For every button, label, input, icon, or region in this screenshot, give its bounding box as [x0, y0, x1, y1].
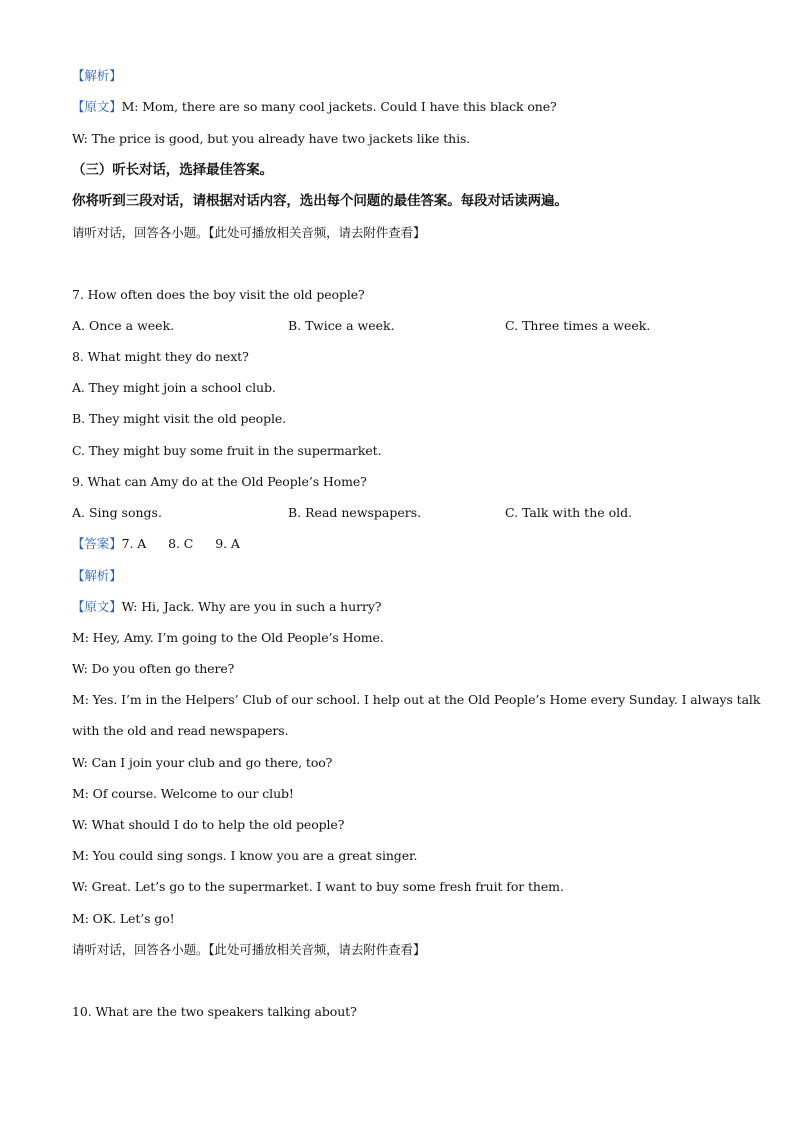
section-instruction: 你将听到三段对话，请根据对话内容，选出每个问题的最佳答案。每段对话读两遍。: [72, 193, 568, 209]
dialogue-line: W: Hi, Jack. Why are you in such a hurry?: [121, 599, 382, 614]
option-a: A. Once a week.: [72, 318, 175, 333]
option-c: C. Three times a week.: [505, 318, 651, 333]
transcript-line: [72, 98, 557, 116]
option-b: B. Read newspapers.: [288, 505, 422, 520]
dialogue-line: W: Great. Let’s go to the supermarket. I want to buy some fresh fruit for them.: [72, 879, 564, 894]
question-stem: 7. How often does the boy visit the old people?: [72, 287, 365, 302]
dialogue-line: M: Of course. Welcome to our club!: [72, 786, 294, 801]
dialogue-line: W: What should I do to help the old people?: [72, 817, 345, 832]
dialogue-line: M: Hey, Amy. I’m going to the Old People’s Home.: [72, 630, 384, 645]
option-b: B. Twice a week.: [288, 318, 395, 333]
audio-note: 请听对话，回答各小题。【此处可播放相关音频，请去附件查看】: [72, 225, 426, 240]
original-text-label: 【原文】: [72, 99, 122, 114]
original-text-label: 【原文】: [72, 599, 122, 614]
section-heading: （三）听长对话，选择最佳答案。: [72, 162, 273, 178]
question-stem: 9. What can Amy do at the Old People’s Home?: [72, 474, 367, 489]
dialogue-line: with the old and read newspapers.: [72, 723, 289, 738]
option-c: C. Talk with the old.: [505, 505, 633, 520]
option-a: A. Sing songs.: [72, 505, 162, 520]
question-stem: 8. What might they do next?: [72, 349, 249, 364]
question-stem: 10. What are the two speakers talking about?: [72, 1004, 357, 1019]
dialogue-line: W: Do you often go there?: [72, 661, 235, 676]
answer-item: 8. C: [168, 536, 194, 551]
dialogue-line: W: The price is good, but you already have two jackets like this.: [72, 131, 471, 146]
option-b: B. They might visit the old people.: [72, 411, 287, 426]
answer-line: [72, 535, 240, 553]
option-c: C. They might buy some fruit in the supermarket.: [72, 443, 382, 458]
analysis-label: 【解析】: [72, 68, 122, 83]
dialogue-line: W: Can I join your club and go there, too?: [72, 755, 333, 770]
answer-label: 【答案】: [72, 536, 122, 551]
dialogue-line: M: OK. Let’s go!: [72, 911, 175, 926]
dialogue-line: M: Mom, there are so many cool jackets. Could I have this black one?: [121, 99, 557, 114]
dialogue-line: M: Yes. I’m in the Helpers’ Club of our school. I help out at the Old People’s Home every Sunday. I always talk: [72, 692, 761, 707]
audio-note: 请听对话，回答各小题。【此处可播放相关音频，请去附件查看】: [72, 942, 426, 957]
option-a: A. They might join a school club.: [72, 380, 276, 395]
answer-item: 7. A: [121, 536, 147, 551]
answer-item: 9. A: [215, 536, 240, 551]
transcript-line: [72, 598, 381, 616]
analysis-label: 【解析】: [72, 568, 122, 583]
dialogue-line: M: You could sing songs. I know you are a great singer.: [72, 848, 418, 863]
